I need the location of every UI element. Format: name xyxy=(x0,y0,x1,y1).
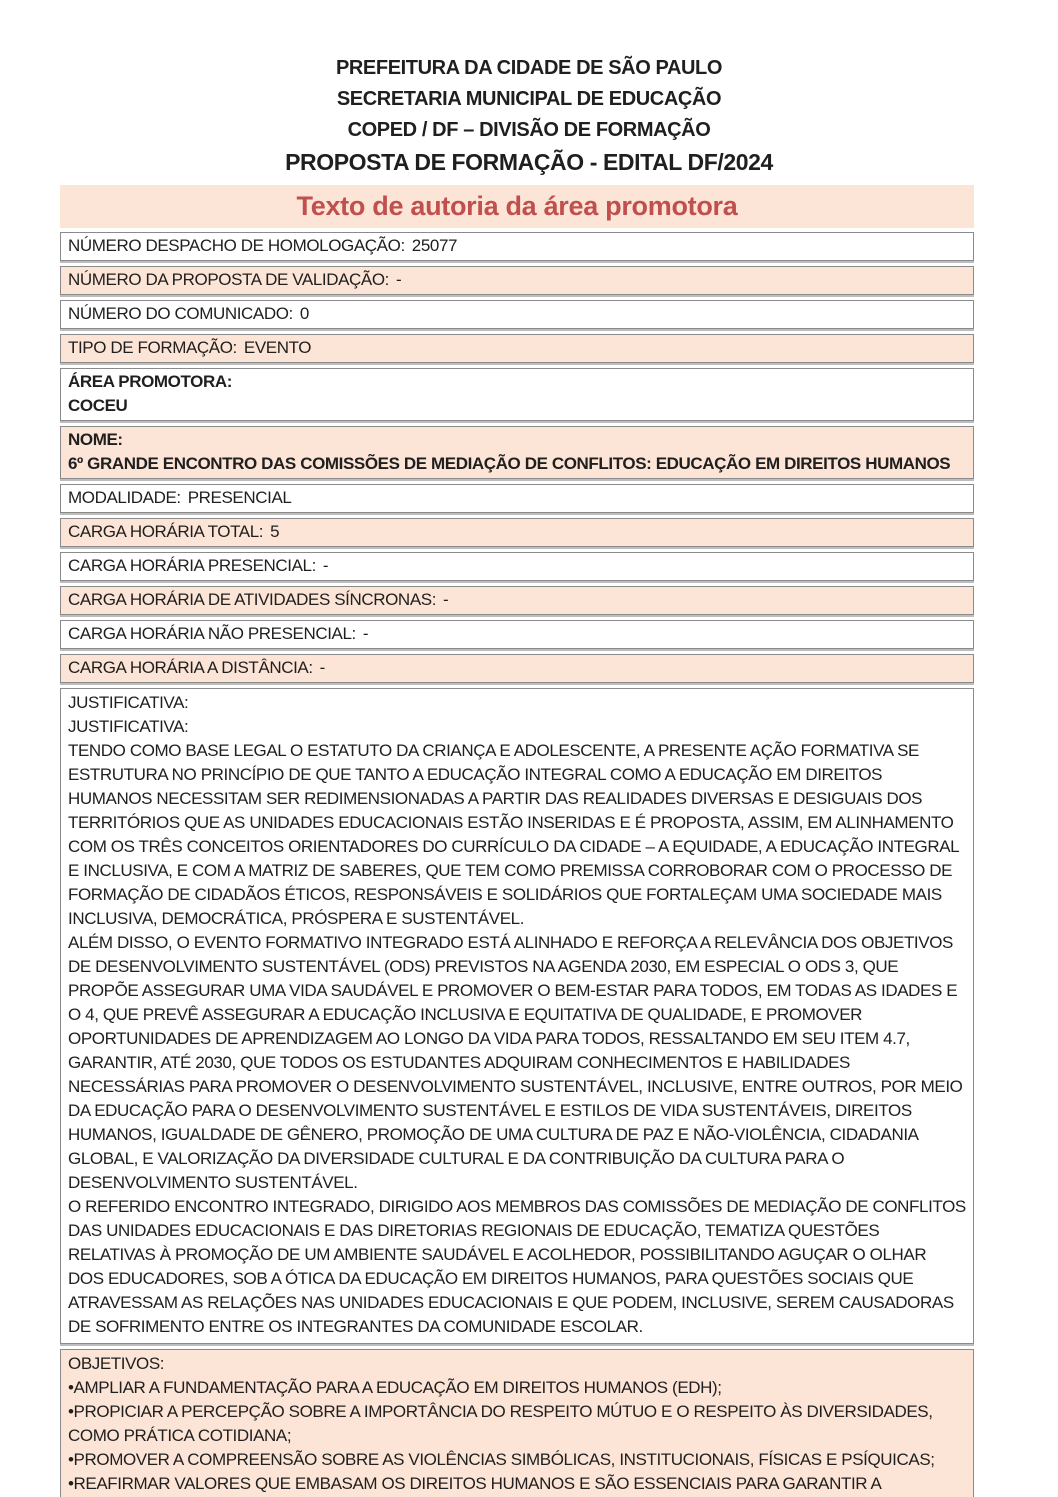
objetivos-block xyxy=(60,1349,974,1497)
document-title: PROPOSTA DE FORMAÇÃO - EDITAL DF/2024 xyxy=(285,149,773,175)
field-label: MODALIDADE: xyxy=(68,488,181,507)
field-row-carga-horaria-presencial xyxy=(60,552,974,581)
field-label: TIPO DE FORMAÇÃO: xyxy=(68,338,237,357)
objetivo-item-3: •PROMOVER A COMPREENSÃO SOBRE AS VIOLÊNCIAS SIMBÓLICAS, INSTITUCIONAIS, FÍSICAS E PSÍQUICAS; xyxy=(68,1450,935,1469)
field-row-carga-horaria-distancia xyxy=(60,654,974,683)
field-label: NÚMERO DESPACHO DE HOMOLOGAÇÃO: xyxy=(68,236,405,255)
field-value: 5 xyxy=(270,522,280,541)
field-label: NÚMERO DO COMUNICADO: xyxy=(68,304,293,323)
field-value: 25077 xyxy=(411,236,458,255)
field-row-carga-horaria-nao-presencial xyxy=(60,620,974,649)
promoter-authorship-banner: Texto de autoria da área promotora xyxy=(60,185,974,228)
field-value: EVENTO xyxy=(243,338,312,357)
justificativa-paragraph-3: O REFERIDO ENCONTRO INTEGRADO, DIRIGIDO AOS MEMBROS DAS COMISSÕES DE MEDIAÇÃO DE CONFLITOS DAS UNIDADES EDUCACIONAIS E DAS DIRETORIAS REGIONAIS DE EDUCAÇÃO, TEMATIZA QUESTÕES RELATIVAS À PROMOÇÃO DE UM AMBIENTE SAUDÁVEL E ACOLHEDOR, POSSIBILITANDO AGUÇAR O OLHAR DOS EDUCADORES, SOB A ÓTICA DA EDUCAÇÃO EM DIREITOS HUMANOS, PARA QUESTÕES SOCIAIS QUE ATRAVESSAM AS RELAÇÕES NAS UNIDADES EDUCACIONAIS E QUE PODEM, INCLUSIVE, SEREM CAUSADORAS DE SOFRIMENTO ENTRE OS INTEGRANTES DA COMUNIDADE ESCOLAR. xyxy=(68,1197,966,1336)
field-value: 0 xyxy=(299,304,309,323)
form-rows xyxy=(60,232,974,1497)
objetivos-label: OBJETIVOS: xyxy=(68,1354,165,1373)
field-value: - xyxy=(362,624,369,643)
justificativa-label: JUSTIFICATIVA: xyxy=(68,693,189,712)
justificativa-block xyxy=(60,688,974,1344)
field-row-carga-horaria-sincronas xyxy=(60,586,974,615)
field-label: NÚMERO DA PROPOSTA DE VALIDAÇÃO: xyxy=(68,270,389,289)
field-label: NOME: xyxy=(68,430,123,449)
field-row-area-promotora xyxy=(60,368,974,421)
field-label: CARGA HORÁRIA A DISTÂNCIA: xyxy=(68,658,313,677)
field-row-tipo-formacao xyxy=(60,334,974,363)
field-label: CARGA HORÁRIA NÃO PRESENCIAL: xyxy=(68,624,356,643)
objetivo-item-1: •AMPLIAR A FUNDAMENTAÇÃO PARA A EDUCAÇÃO EM DIREITOS HUMANOS (EDH); xyxy=(68,1378,722,1397)
field-label: CARGA HORÁRIA PRESENCIAL: xyxy=(68,556,316,575)
field-row-numero-comunicado xyxy=(60,300,974,329)
field-row-numero-proposta-validacao xyxy=(60,266,974,295)
field-value: 6º GRANDE ENCONTRO DAS COMISSÕES DE MEDIAÇÃO DE CONFLITOS: EDUCAÇÃO EM DIREITOS HUMANOS xyxy=(68,454,951,473)
field-label: CARGA HORÁRIA DE ATIVIDADES SÍNCRONAS: xyxy=(68,590,437,609)
header-org-line-3: COPED / DF – DIVISÃO DE FORMAÇÃO xyxy=(347,119,711,141)
objetivo-item-2: •PROPICIAR A PERCEPÇÃO SOBRE A IMPORTÂNCIA DO RESPEITO MÚTUO E O RESPEITO ÀS DIVERSIDADES, COMO PRÁTICA COTIDIANA; xyxy=(68,1402,933,1445)
field-value: - xyxy=(443,590,449,609)
field-value: - xyxy=(395,270,402,289)
document-header xyxy=(0,0,1058,179)
field-row-carga-horaria-total xyxy=(60,518,974,547)
header-org-line-1: PREFEITURA DA CIDADE DE SÃO PAULO xyxy=(335,57,723,79)
field-value: PRESENCIAL xyxy=(187,488,292,507)
objetivo-item-4: •REAFIRMAR VALORES QUE EMBASAM OS DIREITOS HUMANOS E SÃO ESSENCIAIS PARA GARANTIR A xyxy=(68,1474,882,1493)
field-row-modalidade xyxy=(60,484,974,513)
field-label: CARGA HORÁRIA TOTAL: xyxy=(68,522,264,541)
justificativa-paragraph-1: TENDO COMO BASE LEGAL O ESTATUTO DA CRIANÇA E ADOLESCENTE, A PRESENTE AÇÃO FORMATIVA SE ESTRUTURA NO PRINCÍPIO DE QUE TANTO A EDUCAÇÃO INTEGRAL COMO A EDUCAÇÃO EM DIREITOS HUMANOS NECESSITAM SER REDIMENSIONADAS A PARTIR DAS REALIDADES DIVERSAS E DESIGUAIS DOS TERRITÓRIOS QUE AS UNIDADES EDUCACIONAIS ESTÃO INSERIDAS E É PROPOSTA, ASSIM, EM ALINHAMENTO COM OS TRÊS CONCEITOS ORIENTADORES DO CURRÍCULO DA CIDADE – A EQUIDADE, A EDUCAÇÃO INTEGRAL E INCLUSIVA, E COM A MATRIZ DE SABERES, QUE TEM COMO PREMISSA CORROBORAR COM O PROCESSO DE FORMAÇÃO DE CIDADÃOS ÉTICOS, RESPONSÁVEIS E SOLIDÁRIOS QUE FORTALEÇAM UMA SOCIEDADE MAIS INCLUSIVA, DEMOCRÁTICA, PRÓSPERA E SUSTENTÁVEL. xyxy=(68,741,959,928)
field-value: - xyxy=(322,556,329,575)
justificativa-paragraph-2: ALÉM DISSO, O EVENTO FORMATIVO INTEGRADO ESTÁ ALINHADO E REFORÇA A RELEVÂNCIA DOS OBJETIVOS DE DESENVOLVIMENTO SUSTENTÁVEL (ODS) PREVISTOS NA AGENDA 2030, EM ESPECIAL O ODS 3, QUE PROPÕE ASSEGURAR UMA VIDA SAUDÁVEL E PROMOVER O BEM-ESTAR PARA TODOS, EM TODAS AS IDADES E O 4, QUE PREVÊ ASSEGURAR A EDUCAÇÃO INCLUSIVA E EQUITATIVA DE QUALIDADE, E PROMOVER OPORTUNIDADES DE APRENDIZAGEM AO LONGO DA VIDA PARA TODOS, RESSALTANDO EM SEU ITEM 4.7, GARANTIR, ATÉ 2030, QUE TODOS OS ESTUDANTES ADQUIRAM CONHECIMENTOS E HABILIDADES NECESSÁRIAS PARA PROMOVER O DESENVOLVIMENTO SUSTENTÁVEL, INCLUSIVE, ENTRE OUTROS, POR MEIO DA EDUCAÇÃO PARA O DESENVOLVIMENTO SUSTENTÁVEL E ESTILOS DE VIDA SUSTENTÁVEIS, DIREITOS HUMANOS, IGUALDADE DE GÊNERO, PROMOÇÃO DE UMA CULTURA DE PAZ E NÃO-VIOLÊNCIA, CIDADANIA GLOBAL, E VALORIZAÇÃO DA DIVERSIDADE CULTURAL E DA CONTRIBUIÇÃO DA CULTURA PARA O DESENVOLVIMENTO SUSTENTÁVEL. xyxy=(68,933,963,1192)
field-label: ÁREA PROMOTORA: xyxy=(68,372,233,391)
field-value: - xyxy=(319,658,325,677)
header-org-line-2: SECRETARIA MUNICIPAL DE EDUCAÇÃO xyxy=(336,88,722,110)
field-value: COCEU xyxy=(68,396,128,415)
justificativa-label-repeat: JUSTIFICATIVA: xyxy=(68,717,189,736)
field-row-nome xyxy=(60,426,974,479)
field-row-numero-despacho-homologacao xyxy=(60,232,974,261)
